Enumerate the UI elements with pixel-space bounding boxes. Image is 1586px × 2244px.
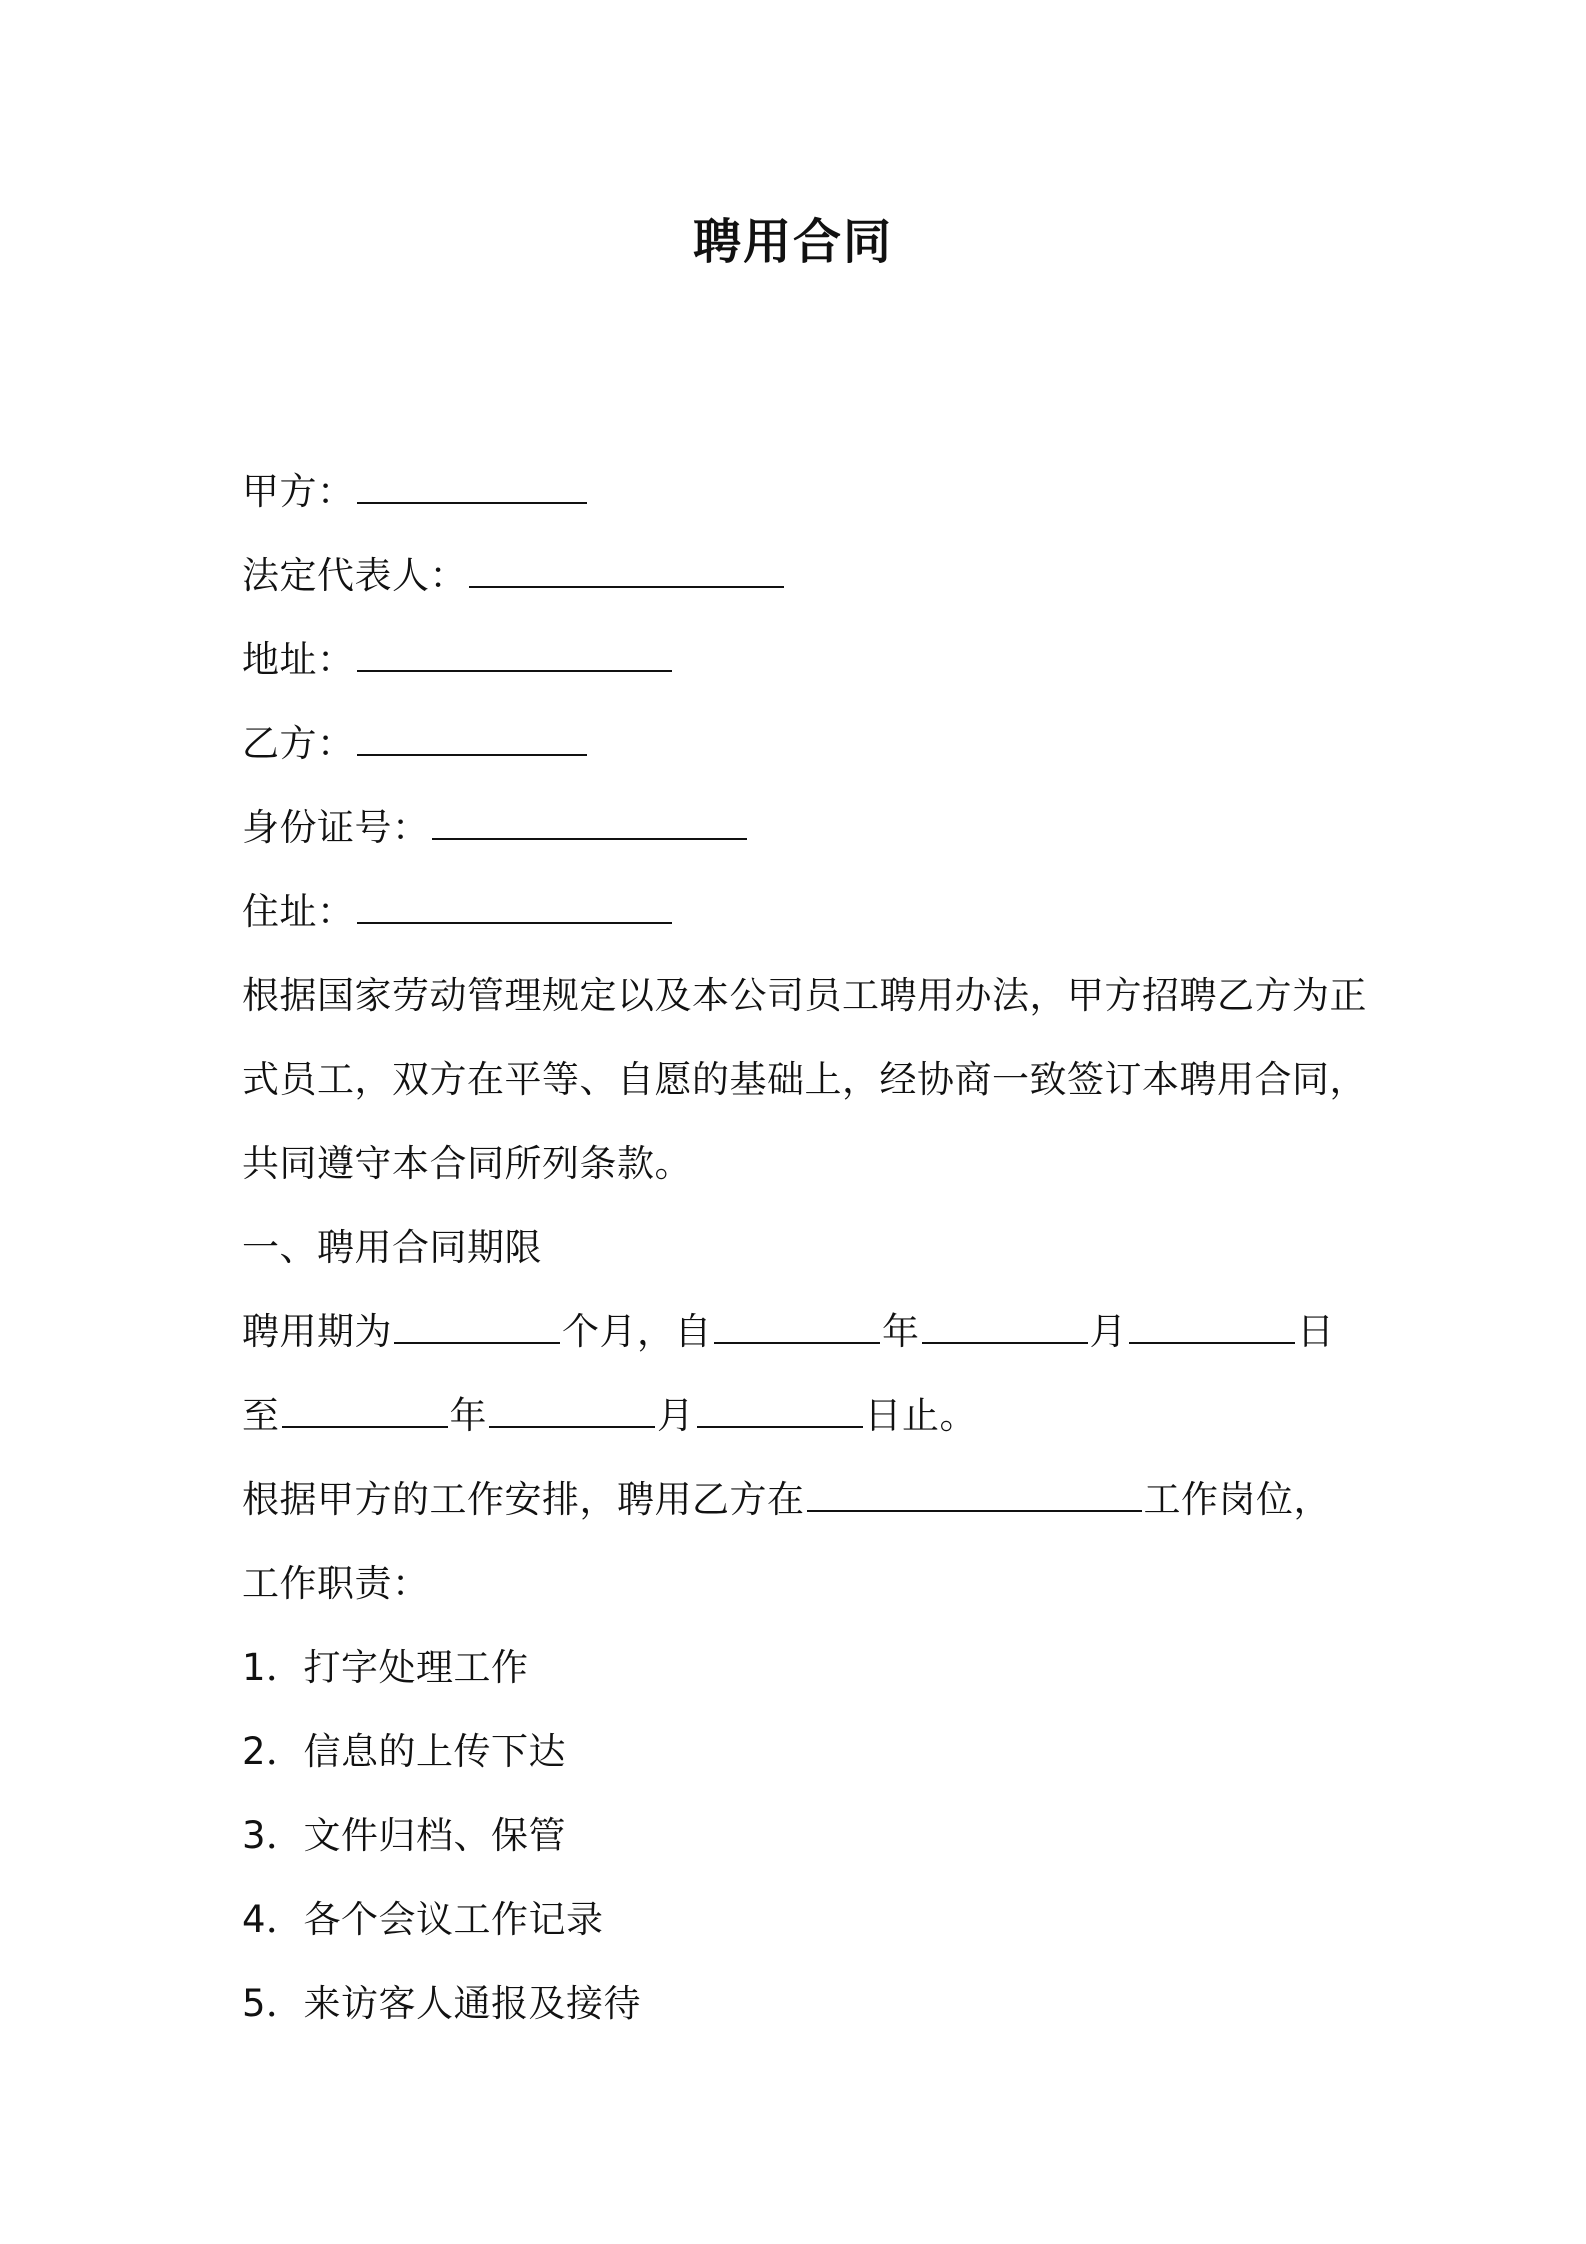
party-b-blank[interactable] bbox=[357, 724, 587, 756]
residence-label: 住址： bbox=[242, 890, 355, 933]
duties-label: 工作职责： bbox=[242, 1562, 430, 1605]
post-prefix: 根据甲方的工作安排，聘用乙方在 bbox=[242, 1478, 805, 1521]
contract-body bbox=[242, 450, 1367, 2046]
end-day-blank[interactable] bbox=[697, 1396, 863, 1428]
party-a-label: 甲方： bbox=[242, 470, 355, 513]
term-months-blank[interactable] bbox=[394, 1312, 560, 1344]
id-number-blank[interactable] bbox=[432, 808, 747, 840]
start-year-label: 年 bbox=[882, 1310, 920, 1353]
address-line bbox=[242, 618, 1362, 702]
start-year-blank[interactable] bbox=[714, 1312, 880, 1344]
intro-line: 式员工，双方在平等、自愿的基础上，经协商一致签订本聘用合同， bbox=[242, 1058, 1367, 1101]
end-day-label: 日止。 bbox=[864, 1394, 977, 1437]
residence-blank[interactable] bbox=[357, 892, 672, 924]
intro-paragraph bbox=[242, 954, 1367, 1206]
start-day-blank[interactable] bbox=[1129, 1312, 1295, 1344]
start-month-label: 月 bbox=[1089, 1310, 1127, 1353]
term-line-2 bbox=[242, 1374, 1362, 1458]
post-blank[interactable] bbox=[807, 1480, 1142, 1512]
end-month-label: 月 bbox=[657, 1394, 695, 1437]
end-month-blank[interactable] bbox=[489, 1396, 655, 1428]
duty-item: 1．打字处理工作 bbox=[242, 1646, 529, 1689]
intro-line: 共同遵守本合同所列条款。 bbox=[242, 1142, 692, 1185]
term-line-1 bbox=[242, 1290, 1362, 1374]
end-year-label: 年 bbox=[449, 1394, 487, 1437]
term-prefix: 聘用期为 bbox=[242, 1310, 392, 1353]
post-suffix: 工作岗位， bbox=[1143, 1478, 1331, 1521]
intro-line: 根据国家劳动管理规定以及本公司员工聘用办法，甲方招聘乙方为正 bbox=[242, 974, 1367, 1017]
legal-rep-blank[interactable] bbox=[469, 556, 784, 588]
address-label: 地址： bbox=[242, 638, 355, 681]
party-b-line bbox=[242, 702, 1362, 786]
party-a-line bbox=[242, 450, 1362, 534]
id-number-line bbox=[242, 786, 1362, 870]
party-a-blank[interactable] bbox=[357, 472, 587, 504]
post-line bbox=[242, 1458, 1362, 1542]
end-year-blank[interactable] bbox=[282, 1396, 448, 1428]
duty-item: 3．文件归档、保管 bbox=[242, 1814, 567, 1857]
term-months-suffix: 个月，自 bbox=[562, 1310, 712, 1353]
duty-item: 2．信息的上传下达 bbox=[242, 1730, 567, 1773]
legal-rep-line bbox=[242, 534, 1362, 618]
page-title: 聘用合同 bbox=[692, 214, 893, 270]
start-day-label: 日 bbox=[1297, 1310, 1335, 1353]
party-b-label: 乙方： bbox=[242, 722, 355, 765]
section1-heading: 一、聘用合同期限 bbox=[242, 1226, 542, 1269]
residence-line bbox=[242, 870, 1362, 954]
term-to: 至 bbox=[242, 1394, 280, 1437]
address-blank[interactable] bbox=[357, 640, 672, 672]
duty-item: 4．各个会议工作记录 bbox=[242, 1898, 604, 1941]
duty-item: 5．来访客人通报及接待 bbox=[242, 1982, 642, 2025]
legal-rep-label: 法定代表人： bbox=[242, 554, 467, 597]
start-month-blank[interactable] bbox=[922, 1312, 1088, 1344]
id-number-label: 身份证号： bbox=[242, 806, 430, 849]
